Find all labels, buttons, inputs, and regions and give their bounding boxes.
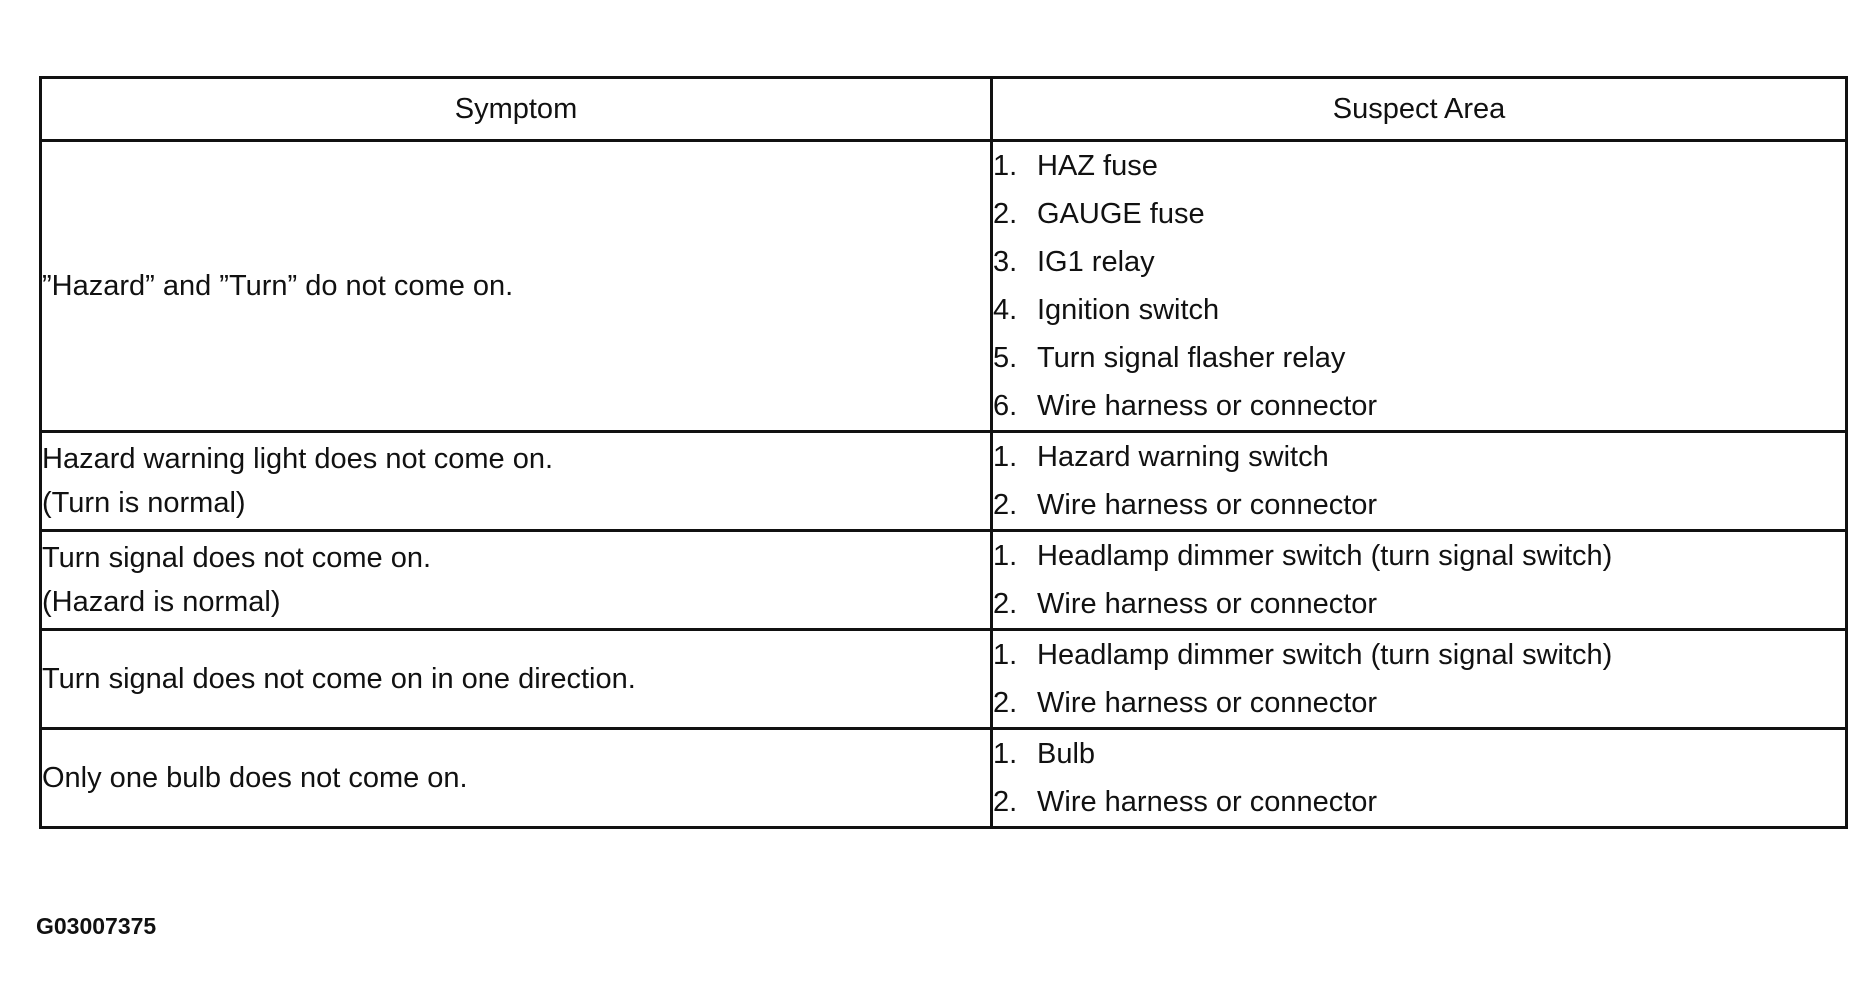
symptom-cell (41, 729, 992, 828)
list-item-text: Wire harness or connector (1037, 687, 1378, 719)
list-item-text: Turn signal flasher relay (1037, 342, 1346, 374)
suspect-area-cell (992, 630, 1847, 729)
troubleshooting-table (39, 76, 1848, 829)
symptom-text: Hazard warning light does not come on. (42, 443, 554, 475)
list-item (993, 382, 1845, 430)
table-row (41, 141, 1847, 432)
figure-code: G03007375 (36, 913, 157, 939)
list-item-number: 3. (993, 246, 1018, 278)
list-item-number: 1. (993, 441, 1018, 473)
list-item (993, 778, 1845, 826)
list-item (993, 433, 1845, 481)
list-item-text: Bulb (1037, 738, 1096, 770)
symptom-text: (Turn is normal) (42, 487, 246, 519)
table-row (41, 531, 1847, 630)
list-item-number: 1. (993, 540, 1018, 572)
suspect-list (993, 631, 1845, 727)
list-item-number: 2. (993, 198, 1018, 230)
list-item (993, 286, 1845, 334)
list-item (993, 481, 1845, 529)
symptom-text: (Hazard is normal) (42, 586, 281, 618)
list-item-text: Ignition switch (1037, 294, 1220, 326)
list-item-number: 2. (993, 687, 1018, 719)
table-body (41, 141, 1847, 828)
symptom-cell (41, 531, 992, 630)
list-item (993, 532, 1845, 580)
suspect-area-header: Suspect Area (992, 78, 1847, 141)
list-item (993, 730, 1845, 778)
list-item-number: 5. (993, 342, 1018, 374)
list-item-number: 2. (993, 489, 1018, 521)
list-item-number: 2. (993, 786, 1018, 818)
list-item-number: 2. (993, 588, 1018, 620)
list-item (993, 190, 1845, 238)
list-item (993, 238, 1845, 286)
symptom-cell (41, 432, 992, 531)
list-item-text: HAZ fuse (1037, 150, 1158, 182)
list-item-text: GAUGE fuse (1037, 198, 1205, 230)
suspect-area-cell (992, 729, 1847, 828)
symptom-header: Symptom (41, 78, 992, 141)
suspect-list (993, 532, 1845, 628)
symptom-cell (41, 141, 992, 432)
symptom-text: Only one bulb does not come on. (42, 762, 468, 794)
table-row (41, 630, 1847, 729)
symptom-text: Turn signal does not come on. (42, 542, 432, 574)
list-item-text: Wire harness or connector (1037, 489, 1378, 521)
list-item-number: 4. (993, 294, 1018, 326)
list-item-text: Hazard warning switch (1037, 441, 1329, 473)
suspect-area-cell (992, 432, 1847, 531)
symptom-cell (41, 630, 992, 729)
list-item-text: IG1 relay (1037, 246, 1155, 278)
list-item (993, 631, 1845, 679)
table-row (41, 432, 1847, 531)
list-item (993, 142, 1845, 190)
list-item-text: Headlamp dimmer switch (turn signal switch) (1037, 540, 1613, 572)
list-item-number: 1. (993, 639, 1018, 671)
symptom-text: ”Hazard” and ”Turn” do not come on. (42, 270, 514, 302)
suspect-list (993, 433, 1845, 529)
list-item (993, 679, 1845, 727)
table-row (41, 729, 1847, 828)
list-item-number: 1. (993, 738, 1018, 770)
suspect-area-cell (992, 531, 1847, 630)
list-item-text: Wire harness or connector (1037, 588, 1378, 620)
list-item (993, 580, 1845, 628)
list-item-text: Headlamp dimmer switch (turn signal switch) (1037, 639, 1613, 671)
list-item (993, 334, 1845, 382)
symptom-text: Turn signal does not come on in one direction. (42, 663, 636, 695)
list-item-number: 6. (993, 390, 1018, 422)
list-item-number: 1. (993, 150, 1018, 182)
table-header-row (41, 78, 1847, 141)
suspect-list (993, 142, 1845, 430)
list-item-text: Wire harness or connector (1037, 390, 1378, 422)
list-item-text: Wire harness or connector (1037, 786, 1378, 818)
suspect-area-cell (992, 141, 1847, 432)
suspect-list (993, 730, 1845, 826)
